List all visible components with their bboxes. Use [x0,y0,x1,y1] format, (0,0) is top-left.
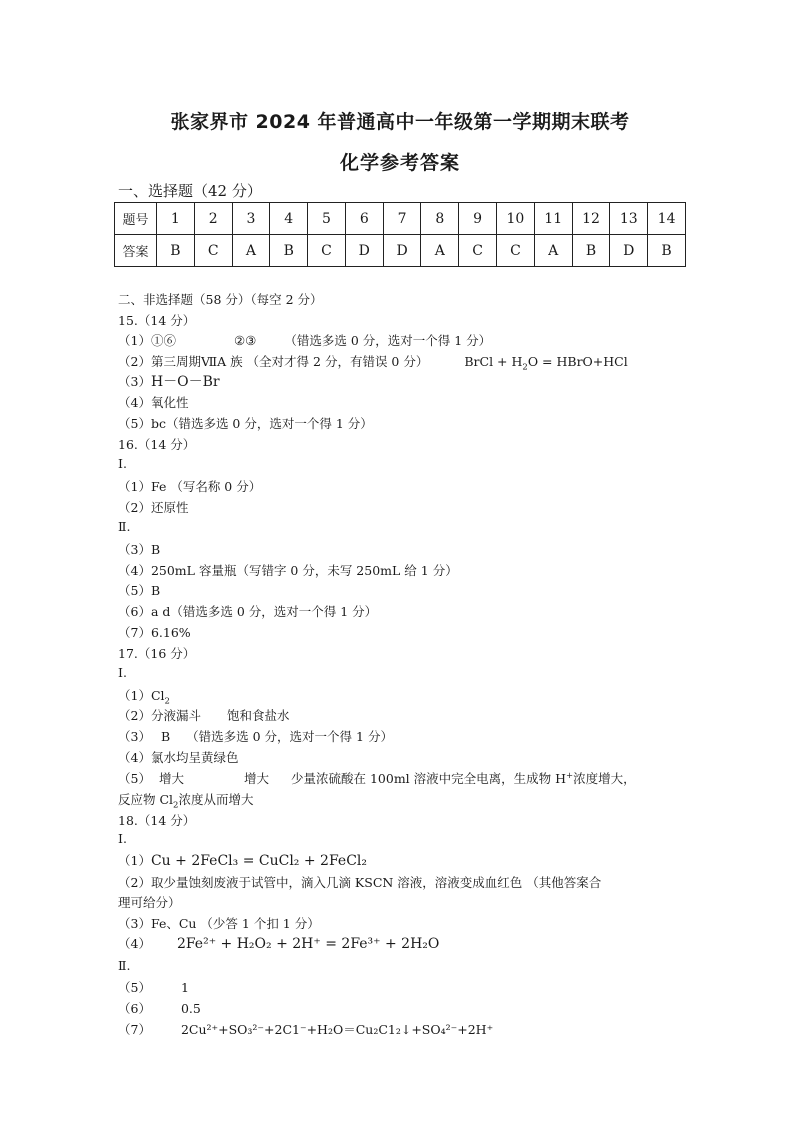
q15-head: 15.（14 分） [118,313,196,328]
q15-l1-b: ②③ [233,333,257,348]
q18-line8 [118,1020,493,1038]
q16-line1: （1）Fe （写名称 0 分） [118,479,262,494]
table-cell: 7 [383,203,421,235]
q15-line2: （2）第三周期ⅦA 族 （全对才得 2 分，有错误 0 分） BrCl + $H_2O$ = HBrO+HCl [118,354,628,373]
q18-line7 [118,999,201,1017]
q16-line2: （2）还原性 [118,500,189,515]
table-cell: B [572,235,610,267]
q15-l2-a: （2）第三周期ⅦA 族 （全对才得 2 分，有错误 0 分） [118,354,429,369]
hobr-formula: H－O－Br [150,374,220,390]
q16-line5: （5）B [118,583,161,598]
q15-line5: （5）bc（错选多选 0 分，选对一个得 1 分） [118,416,373,431]
q17-part1: Ⅰ. [118,665,127,680]
table-row-answers [115,235,686,267]
q18-head: 18.（14 分） [118,813,196,828]
q17-l5-b: 增大 [158,771,184,786]
q18-equation-2: 2Fe²⁺ + H₂O₂ + 2H⁺ = 2Fe³⁺ + 2H₂O [176,936,440,952]
q17-line6: 反应物 $Cl_2$浓度从而增大 [118,792,254,811]
table-cell: 5 [308,203,346,235]
answer-table [114,202,686,267]
q17-l5-d: 少量浓硫酸在 100ml 溶液中完全电离，生成物 H [290,771,567,786]
table-cell: A [421,235,459,267]
q18-l5-a: （4） [118,936,151,951]
q18-part1: Ⅰ. [118,831,127,846]
q17-line2 [118,706,289,724]
table-cell: C [497,235,535,267]
q15-l1-c: （错选多选 0 分，选对一个得 1 分） [284,333,492,348]
q18-line5 [118,934,439,952]
table-cell: 9 [459,203,497,235]
q16-line4: （4）250mL 容量瓶（写错字 0 分，未写 250mL 给 1 分） [118,563,458,578]
q17-l6-a: 反应物 Cl [118,792,174,807]
table-cell: 6 [345,203,383,235]
table-cell: 10 [497,203,535,235]
q16-part1: Ⅰ. [118,456,127,471]
q18-l6-b: 1 [180,980,189,995]
q17-l3-a: （3） [118,729,151,744]
table-header-cell: 答案 [115,235,157,267]
q18-equation-3: 2Cu²⁺+SO₃²⁻+2C1⁻+H₂O＝Cu₂C1₂↓+SO₄²⁻+2H⁺ [180,1022,494,1037]
q15-line1 [118,331,491,349]
table-cell: C [459,235,497,267]
table-cell: 11 [534,203,572,235]
table-cell: 1 [157,203,195,235]
q18-l1-a: （1） [118,853,151,868]
q17-l2-b: 饱和食盐水 [226,708,290,723]
table-cell: B [270,235,308,267]
q18-equation-1: Cu + 2FeCl₃ = CuCl₂ + 2FeCl₂ [150,853,367,869]
q18-l6-a: （5） [118,980,151,995]
q17-l3-c: （错选多选 0 分，选对一个得 1 分） [186,729,393,744]
table-cell: C [194,235,232,267]
table-cell: 8 [421,203,459,235]
section2-title: 二、非选择题（58 分）（每空 2 分） [118,292,323,307]
table-cell: A [232,235,270,267]
q16-line3: （3）B [118,542,161,557]
q15-l2-b: BrCl + H [464,354,523,369]
table-cell: 3 [232,203,270,235]
q17-l5-c: 增大 [243,771,269,786]
q17-line4: （4）氯水均呈黄绿色 [118,750,239,765]
table-cell: B [157,235,195,267]
q18-line3: 理可给分） [118,895,181,910]
q17-l5-e: 浓度增大， [573,771,636,786]
table-cell: 14 [648,203,686,235]
section1-title: 一、选择题（42 分） [118,182,262,200]
q17-l5-a: （5） [118,771,151,786]
q17-l6-b: 浓度从而增大 [178,792,254,807]
q16-line7: （7）6.16% [118,625,191,640]
q15-l1-a: （1）①⑥ [118,333,176,348]
q17-l2-a: （2）分液漏斗 [118,708,201,723]
table-cell: C [308,235,346,267]
q15-line3 [118,371,220,391]
table-cell: D [383,235,421,267]
q16-line6: （6）a d（错选多选 0 分，选对一个得 1 分） [118,604,378,619]
q17-l1-a: （1）Cl [118,688,165,703]
q15-l3-a: （3） [118,374,151,389]
q17-l3-b: B [160,729,171,744]
table-cell: 12 [572,203,610,235]
q18-part2: Ⅱ. [118,958,131,973]
table-cell: 4 [270,203,308,235]
table-cell: B [648,235,686,267]
table-cell: 2 [194,203,232,235]
table-cell: D [610,235,648,267]
table-header-cell: 题号 [115,203,157,235]
document-title: 张家界市 2024 年普通高中一年级第一学期期末联考 [170,111,630,133]
q18-line6 [118,978,189,996]
q15-l2-c: O = HBrO+HCl [527,354,628,369]
q17-line1: $(1)Cl_2$ [118,688,170,707]
q16-part2: Ⅱ. [118,519,131,534]
q17-line5: （5） 增大 增大 少量浓硫酸在 100ml 溶液中完全电离，生成物 H+浓度增大， [118,770,636,786]
q18-l7-a: （6） [118,1001,151,1016]
document-subtitle: 化学参考答案 [339,152,460,174]
table-cell: A [534,235,572,267]
q18-line1 [118,851,367,869]
q18-line2: （2）取少量蚀刻废液于试管中，滴入几滴 KSCN 溶液，溶液变成血红色 （其他答案合 [118,875,602,890]
table-cell: D [345,235,383,267]
q15-line4: （4）氧化性 [118,395,189,410]
q16-head: 16.（14 分） [118,437,196,452]
q17-line3 [118,727,393,745]
table-row-numbers [115,203,686,235]
q18-l7-b: 0.5 [180,1001,201,1016]
table-cell: 13 [610,203,648,235]
q18-line4: （3）Fe、Cu （少答 1 个扣 1 分） [118,916,320,931]
q18-l8-a: （7） [118,1022,151,1037]
q17-head: 17.（16 分） [118,646,196,661]
